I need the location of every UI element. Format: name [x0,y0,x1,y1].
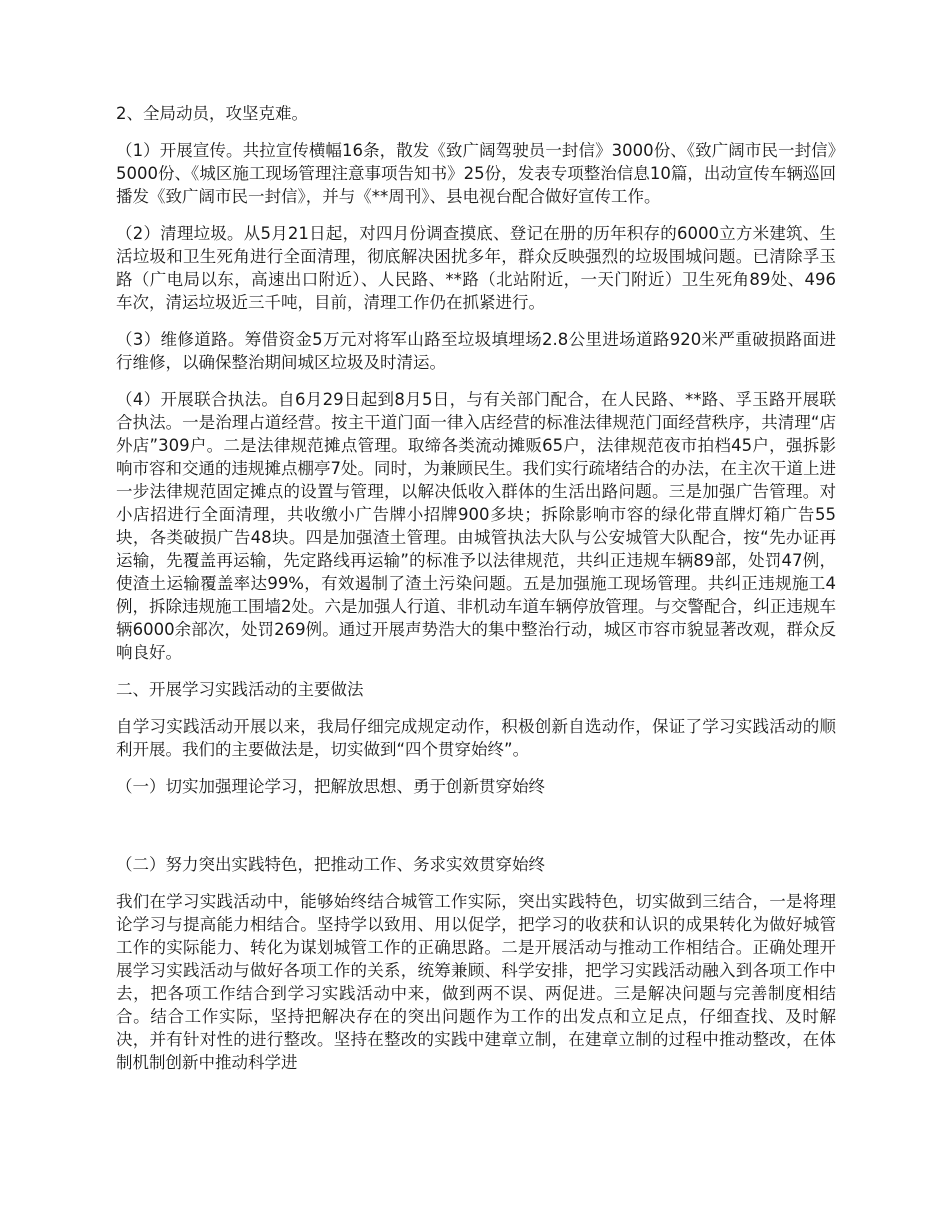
paragraph-publicity: （1）开展宣传。共拉宣传横幅16条，散发《致广阔驾驶员一封信》3000份、《致广阔市民一封信》5000份、《城区施工现场管理注意事项告知书》25份，发表专项整治信息10篇，出动宣传车辆巡回播发《致广阔市民一封信》，并与《**周刊》、县电视台配合做好宣传工作。 [116,141,836,206]
paragraph-three-combinations: 我们在学习实践活动中，能够始终结合城管工作实际，突出实践特色，切实做到三结合，一是将理论学习与提高能力相结合。坚持学以致用、用以促学，把学习的收获和认识的成果转化为做好城管工作的实际能力、转化为谋划城管工作的正确思路。二是开展活动与推动工作相结合。正确处理开展学习实践活动与做好各项工作的关系，统筹兼顾、科学安排，把学习实践活动融入到各项工作中去，把各项工作结合到学习实践活动中来，做到两不误、两促进。三是解决问题与完善制度相结合。结合工作实际，坚持把解决存在的突出问题作为工作的出发点和立足点，仔细查找、及时解决，并有针对性的进行整改。坚持在整改的实践中建章立制，在建章立制的过程中推动整改，在体制机制创新中推动科学进 [116,892,836,1072]
paragraph-joint-enforcement: （4）开展联合执法。自6月29日起到8月5日，与有关部门配合，在人民路、**路、孚玉路开展联合执法。一是治理占道经营。按主干道门面一律入店经营的标准法律规范门面经营秩序，共清理“店外店”309户。二是法律规范摊点管理。取缔各类流动摊贩65户，法律规范夜市拍档45户，强拆影响市容和交通的违规摊点棚亭7处。同时，为兼顾民生。我们实行疏堵结合的办法，在主次干道上进一步法律规范固定摊点的设置与管理，以解决低收入群体的生活出路问题。三是加强广告管理。对小店招进行全面清理，共收缴小广告牌小招牌900多块；拆除影响市容的绿化带直牌灯箱广告55块，各类破损广告48块。四是加强渣土管理。由城管执法大队与公安城管大队配合，按“先办证再运输，先覆盖再运输，先定路线再运输”的标准予以法律规范，共纠正违规车辆89部，处罚47例，使渣土运输覆盖率达99%，有效遏制了渣土污染问题。五是加强施工现场管理。共纠正违规施工4例，拆除违规施工围墙2处。六是加强人行道、非机动车道车辆停放管理。与交警配合，纠正违规车辆6000余部次，处罚269例。通过开展声势浩大的集中整治行动，城区市容市貌显著改观，群众反响良好。 [116,390,836,662]
paragraph-practice-intro: 自学习实践活动开展以来，我局仔细完成规定动作，积极创新自选动作，保证了学习实践活动的顺利开展。我们的主要做法是，切实做到“四个贯穿始终”。 [116,717,836,759]
paragraph-garbage-cleanup: （2）清理垃圾。从5月21日起，对四月份调查摸底、登记在册的历年积存的6000立方米建筑、生活垃圾和卫生死角进行全面清理，彻底解决困扰多年，群众反映强烈的垃圾围城问题。已清除孚玉路（广电局以东，高速出口附近）、人民路、**路（北站附近，一天门附近）卫生死角89处、496车次，清运垃圾近三千吨，目前，清理工作仍在抓紧进行。 [116,224,836,312]
paragraph-road-repair: （3）维修道路。筹借资金5万元对将军山路至垃圾填埋场2.8公里进场道路920米严重破损路面进行维修，以确保整治期间城区垃圾及时清运。 [116,330,836,372]
section-heading-mobilization: 2、全局动员，攻坚克难。 [116,104,308,123]
subheading-practice-features: （二）努力突出实践特色，把推动工作、务求实效贯穿始终 [116,855,545,874]
section-heading-practice: 二、开展学习实践活动的主要做法 [116,680,364,699]
subheading-theory-study: （一）切实加强理论学习，把解放思想、勇于创新贯穿始终 [116,777,545,796]
document-body [116,102,836,1088]
